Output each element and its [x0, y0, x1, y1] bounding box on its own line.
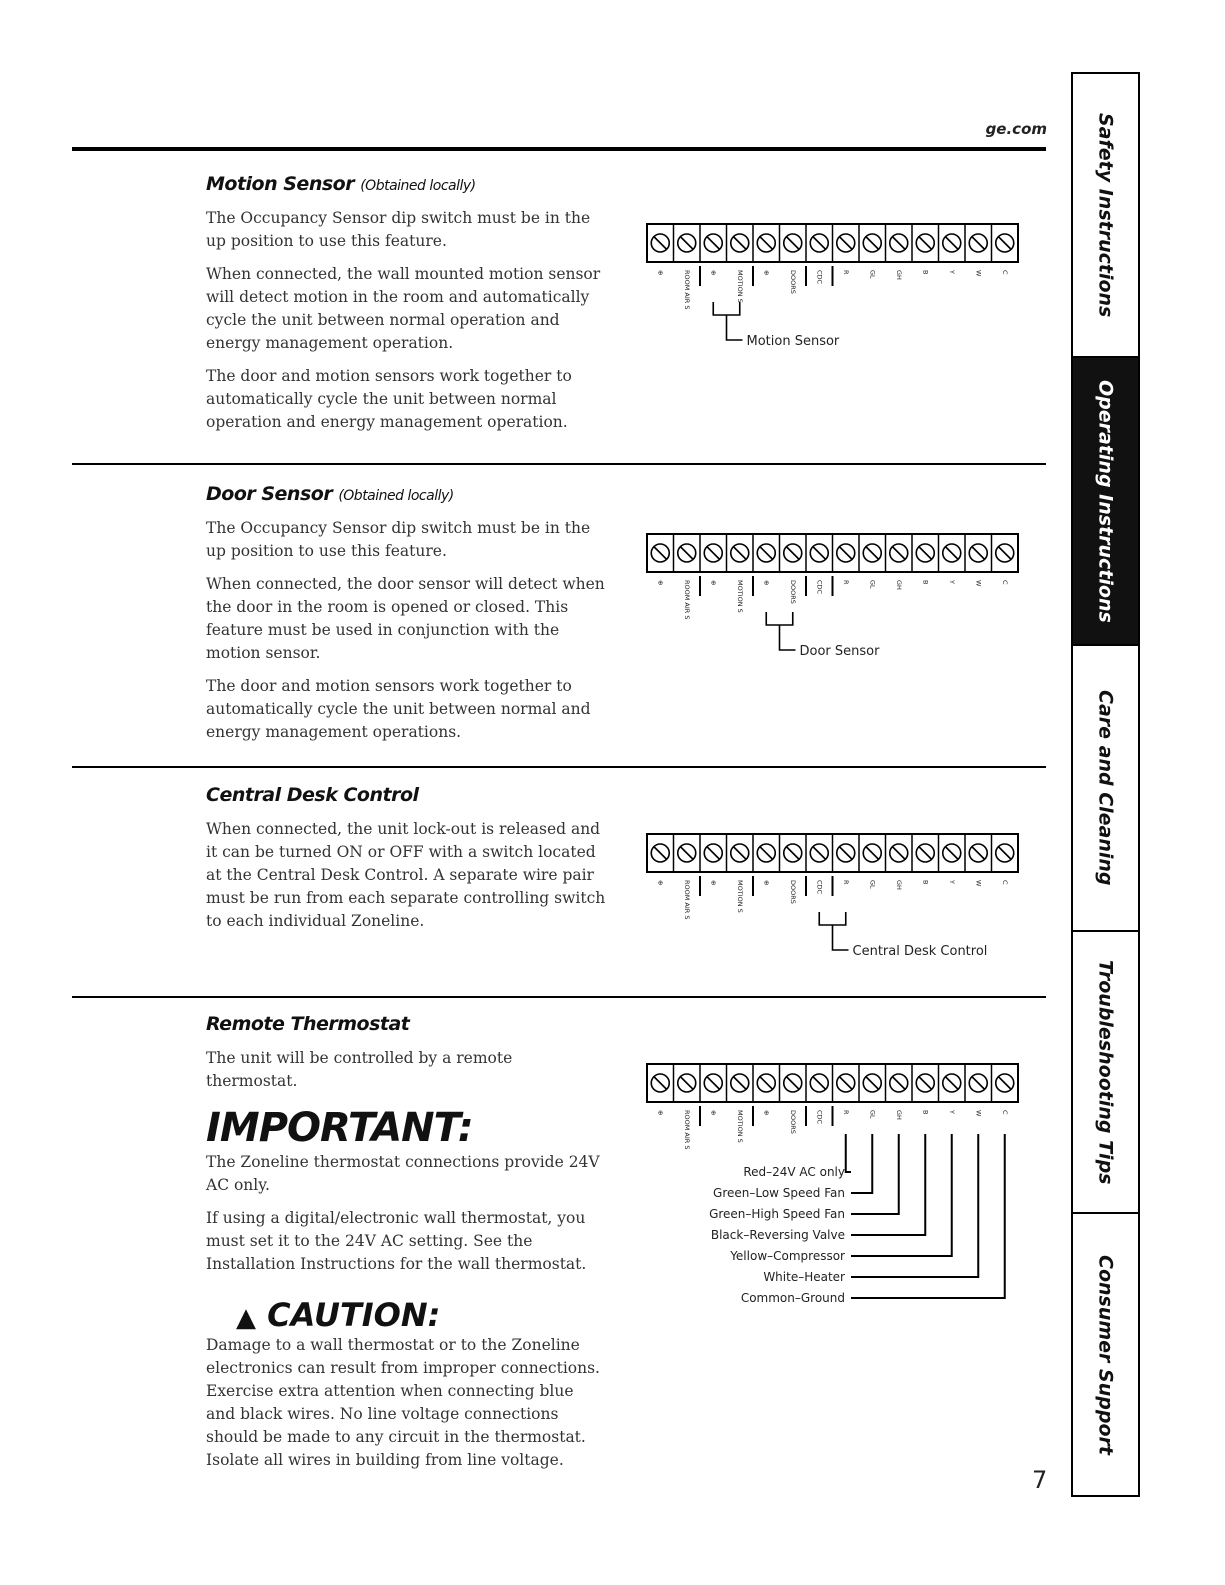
- terminal-label: CDC: [815, 270, 824, 285]
- paragraph: The door and motion sensors work together to automatically cycle the unit between normal operation and energy management operation.: [206, 367, 572, 431]
- terminal-label: C: [1000, 880, 1009, 885]
- wire-label: Black–Reversing Valve: [710, 1228, 845, 1242]
- section-heading: [206, 483, 606, 505]
- wire-label: Green–Low Speed Fan: [713, 1186, 845, 1200]
- terminal-label: B: [921, 880, 930, 885]
- tab-label: Care and Cleaning: [1094, 690, 1117, 886]
- caution-label: CAUTION:: [267, 1296, 441, 1334]
- section-divider: [72, 996, 1046, 998]
- terminal-label: ⊕: [709, 580, 718, 586]
- heading-title: Central Desk Control: [206, 784, 419, 806]
- terminal-label: GH: [894, 1110, 903, 1120]
- terminal-label: ROOM AIR S: [682, 270, 691, 310]
- paragraph: The unit will be controlled by a remote thermostat.: [206, 1049, 513, 1090]
- leader-line: [780, 625, 796, 650]
- tab-care-and-cleaning[interactable]: [1073, 646, 1138, 932]
- wire-label: White–Heater: [763, 1270, 845, 1284]
- tab-label: Operating Instructions: [1094, 379, 1117, 623]
- tab-label: Troubleshooting Tips: [1094, 959, 1117, 1185]
- terminal-label: MOTION S: [735, 880, 744, 913]
- wire-line: [851, 1134, 899, 1214]
- wire-line: [851, 1134, 952, 1256]
- terminal-label: DOORS: [788, 270, 797, 294]
- terminal-label: R: [841, 1110, 850, 1115]
- terminal-label: CDC: [815, 580, 824, 595]
- wire-line: [851, 1134, 872, 1193]
- paragraph: The door and motion sensors work together to automatically cycle the unit between normal and energy management operations.: [206, 677, 591, 741]
- terminal-label: ROOM AIR S: [682, 580, 691, 620]
- wire-label: Common–Ground: [740, 1291, 845, 1305]
- paragraph: If using a digital/electronic wall thermostat, you must set it to the 24V AC setting. See the Installation Instructions for the wall thermostat.: [206, 1209, 587, 1273]
- terminal-label: DOORS: [788, 580, 797, 604]
- paragraph: The Zoneline thermostat connections provide 24V AC only.: [206, 1153, 600, 1194]
- terminal-label: B: [921, 580, 930, 585]
- terminal-label: CDC: [815, 1110, 824, 1125]
- terminal-label: B: [921, 270, 930, 275]
- heading-subtitle: (Obtained locally): [360, 178, 476, 194]
- terminal-label: B: [921, 1110, 930, 1115]
- wire-label: Red–24V AC only: [743, 1165, 845, 1179]
- terminal-diagram-door: [645, 532, 1035, 672]
- terminal-label: ⊕: [709, 880, 718, 886]
- section-divider: [72, 766, 1046, 768]
- section-tabs: [1071, 72, 1140, 1497]
- terminal-diagram-motion: [645, 222, 1035, 362]
- tab-safety-instructions[interactable]: [1073, 74, 1138, 358]
- terminal-label: MOTION S: [735, 580, 744, 613]
- tab-operating-instructions[interactable]: [1073, 358, 1138, 646]
- paragraph: Damage to a wall thermostat or to the Zoneline electronics can result from improper connections. Exercise extra attention when connecting blue and black wires. No line voltage connections should be made to any circuit in the thermostat. Isolate all wires in building from line voltage.: [206, 1336, 600, 1469]
- tab-consumer-support[interactable]: [1073, 1214, 1138, 1495]
- terminal-label: CDC: [815, 880, 824, 895]
- section-heading: [206, 173, 606, 195]
- door-sensor-section: [206, 483, 606, 754]
- terminal-label: R: [841, 880, 850, 885]
- terminal-label: ⊕: [762, 270, 771, 276]
- terminal-label: GL: [868, 270, 877, 279]
- paragraph: When connected, the unit lock-out is released and it can be turned ON or OFF with a switch located at the Central Desk Control. A separate wire pair must be run from each separate controlling switch to each individual Zoneline.: [206, 820, 606, 930]
- terminal-label: C: [1000, 1110, 1009, 1115]
- tab-label: Consumer Support: [1094, 1254, 1117, 1455]
- diagram-label: Motion Sensor: [746, 334, 840, 349]
- terminal-label: R: [841, 270, 850, 275]
- terminal-label: ⊕: [709, 270, 718, 276]
- wire-label: Green–High Speed Fan: [709, 1207, 845, 1221]
- terminal-label: Y: [947, 880, 956, 884]
- paragraph: When connected, the wall mounted motion sensor will detect motion in the room and automatically cycle the unit between normal operation and energy management operation.: [206, 265, 601, 352]
- terminal-label: ROOM AIR S: [682, 880, 691, 920]
- terminal-label: GH: [894, 270, 903, 280]
- terminal-label: DOORS: [788, 880, 797, 904]
- leader-line: [727, 315, 743, 340]
- diagram-label: Central Desk Control: [852, 944, 988, 959]
- caution-heading: [236, 1296, 606, 1334]
- terminal-label: Y: [947, 580, 956, 584]
- important-heading: IMPORTANT:: [206, 1105, 473, 1151]
- motion-sensor-section: [206, 173, 606, 444]
- terminal-label: GH: [894, 580, 903, 590]
- terminal-label: ⊕: [762, 1110, 771, 1116]
- tab-label: Safety Instructions: [1094, 112, 1117, 318]
- heading-title: Door Sensor: [206, 483, 333, 505]
- paragraph: The Occupancy Sensor dip switch must be in the up position to use this feature.: [206, 519, 591, 560]
- terminal-label: W: [974, 1110, 983, 1117]
- section-heading: [206, 1013, 606, 1035]
- connection-bracket: [766, 612, 793, 625]
- section-heading: [206, 784, 606, 806]
- page-number: 7: [1032, 1466, 1048, 1494]
- wire-line: [846, 1134, 851, 1172]
- central-desk-control-section: [206, 784, 606, 943]
- terminal-label: ⊕: [762, 880, 771, 886]
- connection-bracket: [713, 302, 740, 315]
- terminal-label: W: [974, 580, 983, 587]
- tab-troubleshooting-tips[interactable]: [1073, 932, 1138, 1214]
- terminal-label: ⊕: [656, 1110, 665, 1116]
- terminal-label: W: [974, 270, 983, 277]
- heading-subtitle: (Obtained locally): [338, 488, 454, 504]
- wire-line: [851, 1134, 1005, 1298]
- paragraph: When connected, the door sensor will detect when the door in the room is opened or closed. This feature must be used in conjunction with the motion sensor.: [206, 575, 605, 662]
- terminal-label: Y: [947, 270, 956, 274]
- terminal-label: W: [974, 880, 983, 887]
- terminal-label: GH: [894, 880, 903, 890]
- wire-label: Yellow–Compressor: [730, 1249, 845, 1263]
- terminal-diagram-thermostat: [645, 1062, 1035, 1322]
- terminal-diagram-cdc: [645, 832, 1035, 972]
- wire-line: [851, 1134, 925, 1235]
- terminal-label: GL: [868, 1110, 877, 1119]
- terminal-label: C: [1000, 270, 1009, 275]
- terminal-label: MOTION S: [735, 270, 744, 303]
- diagram-label: Door Sensor: [799, 644, 880, 659]
- terminal-label: ⊕: [656, 880, 665, 886]
- terminal-label: ROOM AIR S: [682, 1110, 691, 1150]
- terminal-label: R: [841, 580, 850, 585]
- terminal-label: ⊕: [656, 270, 665, 276]
- terminal-label: DOORS: [788, 1110, 797, 1134]
- terminal-label: GL: [868, 580, 877, 589]
- terminal-label: ⊕: [656, 580, 665, 586]
- remote-thermostat-section: [206, 1013, 606, 1482]
- terminal-label: C: [1000, 580, 1009, 585]
- terminal-label: ⊕: [762, 580, 771, 586]
- terminal-label: MOTION S: [735, 1110, 744, 1143]
- paragraph: The Occupancy Sensor dip switch must be in the up position to use this feature.: [206, 209, 591, 250]
- terminal-label: GL: [868, 880, 877, 889]
- terminal-label: Y: [947, 1110, 956, 1114]
- heading-title: Remote Thermostat: [206, 1013, 410, 1035]
- connection-bracket: [819, 912, 846, 925]
- section-divider: [72, 463, 1046, 465]
- terminal-label: ⊕: [709, 1110, 718, 1116]
- warning-icon: ▲: [236, 1303, 256, 1333]
- section-divider: [72, 147, 1046, 151]
- leader-line: [833, 925, 849, 950]
- site-url: ge.com: [985, 120, 1047, 138]
- heading-title: Motion Sensor: [206, 173, 355, 195]
